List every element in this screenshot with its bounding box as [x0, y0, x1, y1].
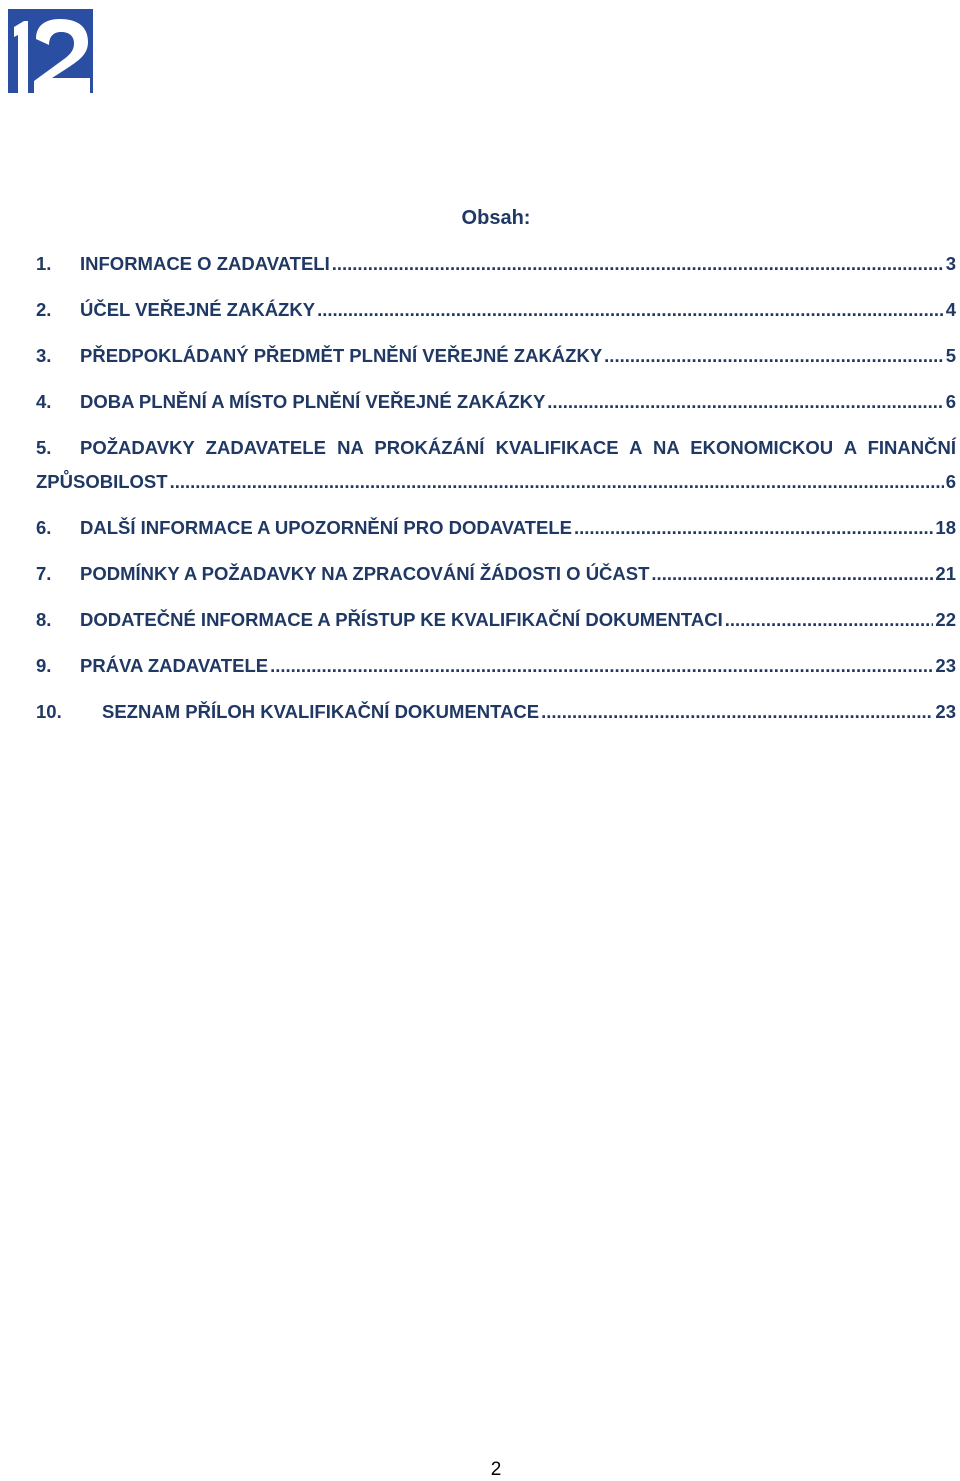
toc-entry[interactable] [36, 297, 956, 323]
table-of-contents [36, 251, 956, 725]
toc-entry-label: PODMÍNKY A POŽADAVKY NA ZPRACOVÁNÍ ŽÁDOSTI O ÚČAST [80, 563, 650, 584]
toc-entry[interactable] [36, 561, 956, 587]
toc-entry[interactable] [36, 251, 956, 277]
toc-entry-label: PŘEDPOKLÁDANÝ PŘEDMĚT PLNĚNÍ VEŘEJNÉ ZAKÁZKY [80, 345, 603, 366]
toc-leader-dots [270, 653, 933, 679]
toc-entry-label: ÚČEL VEŘEJNÉ ZAKÁZKY [80, 299, 316, 320]
channel-12-logo [8, 9, 93, 93]
toc-entry[interactable] [36, 435, 956, 495]
toc-entry-label: PRÁVA ZADAVATELE [80, 655, 269, 676]
page-number: 2 [490, 1459, 502, 1480]
toc-entry[interactable] [36, 607, 956, 633]
toc-entry-number: 8. [36, 609, 52, 630]
toc-entry[interactable] [36, 389, 956, 415]
toc-entry-label-continued: ZPŮSOBILOST [36, 471, 168, 492]
toc-entry-number: 6. [36, 517, 52, 538]
toc-entry-number: 1. [36, 253, 52, 274]
toc-entry-label: INFORMACE O ZADAVATELI [80, 253, 330, 274]
toc-leader-dots [541, 699, 933, 725]
toc-leader-dots [317, 297, 944, 323]
toc-leader-dots [332, 251, 944, 277]
toc-entry-number: 2. [36, 299, 52, 320]
toc-entry[interactable] [36, 515, 956, 541]
toc-entry-label: DOBA PLNĚNÍ A MÍSTO PLNĚNÍ VEŘEJNÉ ZAKÁZKY [80, 391, 546, 412]
toc-entry[interactable] [36, 343, 956, 369]
toc-leader-dots [574, 515, 933, 541]
toc-entry[interactable] [36, 653, 956, 679]
toc-entry-page: 23 [935, 701, 956, 722]
toc-entry-label: SEZNAM PŘÍLOH KVALIFIKAČNÍ DOKUMENTACE [102, 701, 540, 722]
toc-entry-page: 3 [945, 253, 956, 274]
toc-entry[interactable] [36, 699, 956, 725]
toc-entry-page: 18 [935, 517, 956, 538]
toc-entry-page: 4 [945, 299, 956, 320]
toc-entry-number: 10. [36, 701, 62, 722]
toc-entry-label: POŽADAVKY ZADAVATELE NA PROKÁZÁNÍ KVALIFIKACE A NA EKONOMICKOU A FINANČNÍ [80, 437, 956, 458]
toc-leader-dots [725, 607, 934, 633]
toc-leader-dots [170, 469, 944, 495]
toc-entry-number: 5. [36, 437, 52, 458]
toc-entry-label: DODATEČNÉ INFORMACE A PŘÍSTUP KE KVALIFIKAČNÍ DOKUMENTACI [80, 609, 723, 630]
toc-leader-dots [547, 389, 943, 415]
toc-entry-first-line [36, 435, 956, 461]
toc-entry-page: 23 [935, 655, 956, 676]
toc-entry-page: 6 [945, 471, 956, 492]
toc-entry-label: DALŠÍ INFORMACE A UPOZORNĚNÍ PRO DODAVATELE [80, 517, 572, 538]
toc-entry-number: 7. [36, 563, 52, 584]
toc-entry-page: 22 [935, 609, 956, 630]
toc-entry-number: 9. [36, 655, 52, 676]
toc-entry-page: 5 [945, 345, 956, 366]
toc-entry-page: 21 [935, 563, 956, 584]
toc-entry-number: 3. [36, 345, 52, 366]
toc-entry-page: 6 [945, 391, 956, 412]
toc-title: Obsah: [461, 207, 531, 229]
toc-leader-dots [604, 343, 944, 369]
logo-graphic [8, 9, 93, 93]
toc-leader-dots [651, 561, 933, 587]
toc-entry-number: 4. [36, 391, 52, 412]
